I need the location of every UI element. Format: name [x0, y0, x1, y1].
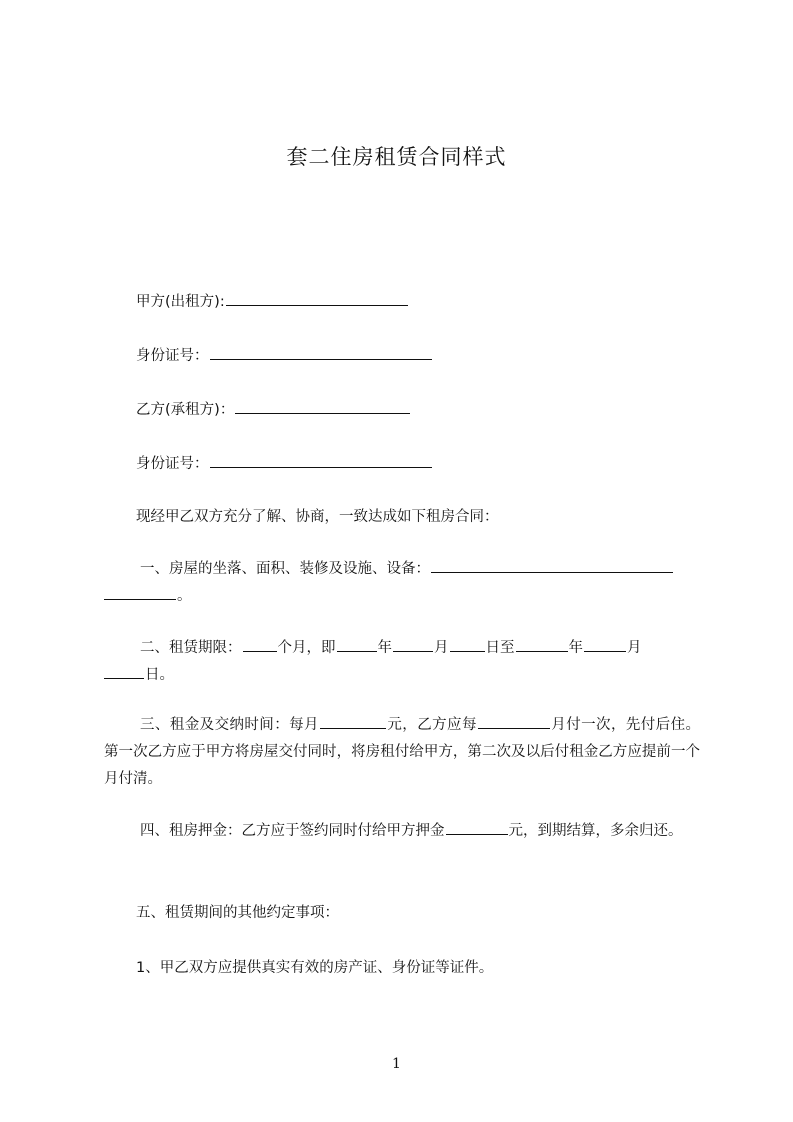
section-4-label: 四、租房押金：乙方应于签约同时付给甲方押金	[140, 823, 445, 839]
section-3-text-b: 月付一次，先付后住。第一次乙方应于甲方将房屋交付同时，将房租付给甲方，第二次及以后付租金乙方应提前一个月付清。	[104, 717, 701, 787]
section-1	[104, 556, 700, 610]
section-2-month: 月	[434, 640, 449, 656]
start-month-blank	[393, 637, 433, 652]
id-a-line	[136, 345, 433, 366]
section-2-label: 二、租赁期限：	[140, 640, 242, 656]
section-4-text-b: 元，到期结算，多余归还。	[508, 823, 683, 839]
section-1-label: 一、房屋的坐落、面积、装修及设施、设备：	[140, 561, 430, 577]
intro-line: 现经甲乙双方充分了解、协商，一致达成如下租房合同：	[136, 509, 499, 525]
section-2-text-a: 个月，即	[277, 640, 336, 656]
id-b-line	[136, 453, 433, 474]
rent-amount-blank	[320, 714, 386, 729]
section-3	[104, 712, 700, 793]
section-5-heading: 五、租赁期间的其他约定事项：	[136, 905, 339, 921]
section-2-day-to: 日至	[485, 640, 515, 656]
section-2-year: 年	[377, 640, 392, 656]
end-year-blank	[516, 637, 568, 652]
section-3-text-a: 元，乙方应每	[386, 717, 477, 733]
party-b-blank	[235, 399, 410, 414]
party-b-line	[136, 399, 411, 420]
section-1-end: 。	[177, 588, 192, 604]
start-day-blank	[450, 637, 485, 652]
end-month-blank	[584, 637, 626, 652]
section-1-blank-a	[431, 558, 673, 573]
section-2-month-2: 月	[627, 640, 642, 656]
payment-period-blank	[478, 714, 550, 729]
id-a-blank	[210, 345, 432, 360]
section-1-blank-b	[104, 585, 176, 600]
section-4	[104, 818, 700, 845]
id-a-label: 身份证号：	[136, 348, 209, 364]
party-a-line	[136, 291, 409, 312]
months-blank	[243, 637, 277, 652]
section-3-label: 三、租金及交纳时间：每月	[140, 717, 319, 733]
party-a-label: 甲方(出租方):	[136, 294, 225, 310]
section-2-year-2: 年	[568, 640, 583, 656]
id-b-label: 身份证号：	[136, 456, 209, 472]
section-2	[104, 635, 700, 689]
party-a-blank	[226, 291, 408, 306]
start-year-blank	[337, 637, 377, 652]
end-day-blank	[104, 664, 144, 679]
page-number: 1	[392, 1056, 401, 1072]
document-title: 套二住房租赁合同样式	[286, 145, 507, 169]
party-b-label: 乙方(承租方)：	[136, 402, 235, 418]
deposit-blank	[446, 820, 508, 835]
section-5-item-1: 1、甲乙双方应提供真实有效的房产证、身份证等证件。	[136, 960, 494, 976]
id-b-blank	[210, 453, 432, 468]
section-2-day: 日。	[145, 667, 174, 683]
